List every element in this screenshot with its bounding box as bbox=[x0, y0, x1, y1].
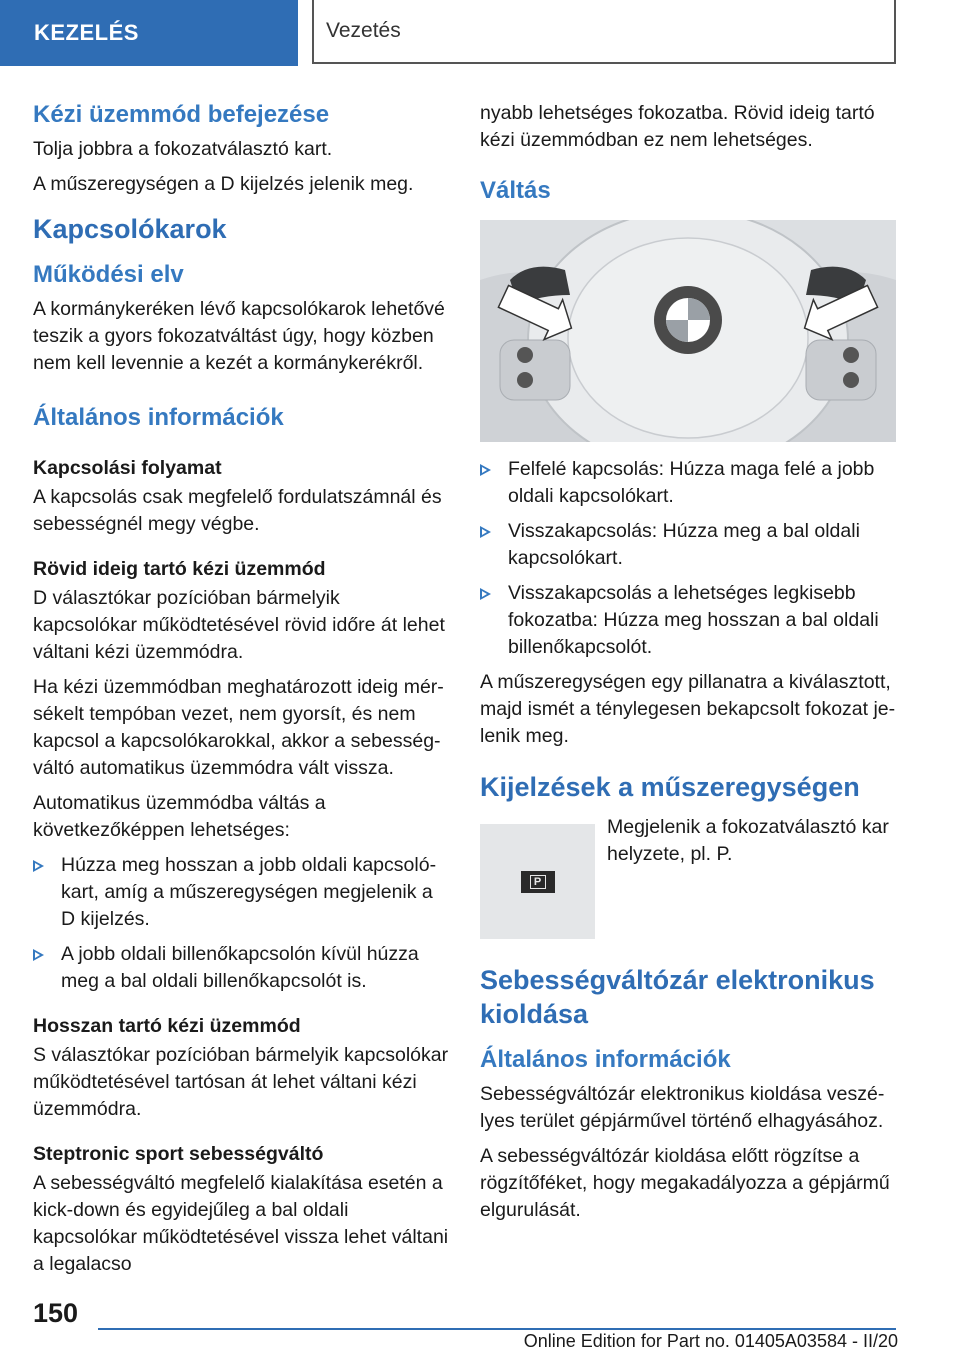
list-item: Visszakapcsolás: Húzza meg a bal oldali kapcsolókart. bbox=[480, 518, 896, 572]
list-item: Húzza meg hosszan a jobb oldali kapcsolókart, amíg a műszeregységen megjelenik a D kijelzés. bbox=[33, 852, 449, 933]
section-tab bbox=[312, 0, 896, 64]
triangle-bullet-icon bbox=[480, 526, 491, 538]
chapter-label: KEZELÉS bbox=[34, 20, 139, 45]
edition-footer: Online Edition for Part no. 01405A03584 - II/20 bbox=[523, 1331, 898, 1351]
left-column bbox=[33, 100, 449, 1286]
paragraph: A kormánykeréken lévő kapcsolókarok lehetővé teszik a gyors fokozatváltást úgy, hogy közben nem kell levennie a kezét a kormánykerékről. bbox=[33, 298, 445, 374]
triangle-bullet-icon bbox=[33, 949, 44, 961]
heading-mukodesi-elv: Működési elv bbox=[33, 261, 184, 288]
paragraph: A műszeregységen a D kijelzés jelenik meg. bbox=[33, 173, 414, 195]
right-column bbox=[480, 100, 896, 1232]
page-header bbox=[0, 0, 960, 66]
section-label: Vezetés bbox=[326, 19, 401, 42]
display-description: Megjelenik a fokozatválasztó kar helyzete, pl. P. bbox=[607, 816, 889, 865]
bullet-list bbox=[33, 852, 449, 995]
triangle-bullet-icon bbox=[33, 860, 44, 872]
heading-kijelzesek: Kijelzések a műszeregységen bbox=[480, 772, 860, 802]
paragraph: nyabb lehetséges fokozatba. Rövid ideig tartó kézi üzemmódban ez nem lehetséges. bbox=[480, 102, 875, 151]
footer-divider bbox=[98, 1328, 896, 1330]
chapter-tab bbox=[0, 0, 298, 66]
heading-altalanos-informaciok: Általános információk bbox=[33, 404, 284, 431]
subheading-kapcsolasi-folyamat: Kapcsolási folyamat bbox=[33, 457, 222, 479]
display-indicator-row bbox=[480, 818, 896, 939]
paragraph: A műszeregységen egy pillanatra a kiválasztott, majd ismét a ténylegesen bekapcsolt fokozat jelenik meg. bbox=[480, 671, 896, 747]
instrument-cluster-image bbox=[480, 824, 595, 939]
paragraph: Sebességváltózár elektronikus kioldása veszélyes terület gépjárművel történő elhagyásához. bbox=[480, 1083, 885, 1132]
paragraph: A sebességváltózár kioldása előtt rögzítse a rögzítőféket, hogy megakadályozza a gépjármű elgurulását. bbox=[480, 1145, 890, 1221]
paragraph: S választókar pozícióban bármelyik kapcsolókar működtetésével tartósan át lehet váltani kézi üzemmódra. bbox=[33, 1044, 449, 1120]
heading-kapcsolokarok: Kapcsolókarok bbox=[33, 214, 227, 244]
steering-wheel-illustration bbox=[480, 220, 896, 442]
heading-valtas: Váltás bbox=[480, 177, 551, 204]
paragraph: Ha kézi üzemmódban meghatározott ideig mérsékelt tempóban vezet, nem gyorsít, és nem kapcsol a kapcsolókarokkal, akkor a sebességváltó automatikus üzemmódra vált vissza. bbox=[33, 676, 444, 779]
triangle-bullet-icon bbox=[480, 464, 491, 476]
heading-altalanos-informaciok-right: Általános információk bbox=[480, 1046, 731, 1073]
paragraph: D választókar pozícióban bármelyik kapcsolókar működtetésével rövid időre át lehet váltani kézi üzemmódra. bbox=[33, 587, 445, 663]
paragraph: A sebességváltó megfelelő kialakítása esetén a kick-down és egyidejűleg a bal oldali kapcsolókar működtetésével vissza lehet váltani a legalacso bbox=[33, 1172, 449, 1275]
heading-kezi-uzemmod-befejezese: Kézi üzemmód befejezése bbox=[33, 101, 330, 128]
subheading-hosszan-tarto: Hosszan tartó kézi üzemmód bbox=[33, 1015, 301, 1037]
heading-sebessegvaltozar: Sebességváltózár elektronikus kioldása bbox=[480, 965, 875, 1029]
bullet-list bbox=[480, 456, 896, 661]
subheading-steptronic: Steptronic sport sebességváltó bbox=[33, 1143, 324, 1165]
paragraph: A kapcsolás csak megfelelő fordulatszámnál és sebességnél megy végbe. bbox=[33, 486, 442, 535]
list-item: Visszakapcsolás a lehetséges legkisebb fokozatba: Húzza meg hosszan a bal oldali billenőkapcsolót. bbox=[480, 580, 896, 661]
subheading-rovid-ideig: Rövid ideig tartó kézi üzemmód bbox=[33, 558, 326, 580]
triangle-bullet-icon bbox=[480, 588, 491, 600]
list-item: Felfelé kapcsolás: Húzza maga felé a jobb oldali kapcsolókart. bbox=[480, 456, 896, 510]
paragraph: Tolja jobbra a fokozatválasztó kart. bbox=[33, 138, 333, 160]
page-number: 150 bbox=[33, 1298, 79, 1328]
p-gear-display-icon: P bbox=[521, 871, 555, 893]
list-item: A jobb oldali billenőkapcsolón kívül húzza meg a bal oldali billenőkapcsolót is. bbox=[33, 941, 449, 995]
paragraph: Automatikus üzemmódba váltás a következőképpen lehetséges: bbox=[33, 792, 326, 841]
